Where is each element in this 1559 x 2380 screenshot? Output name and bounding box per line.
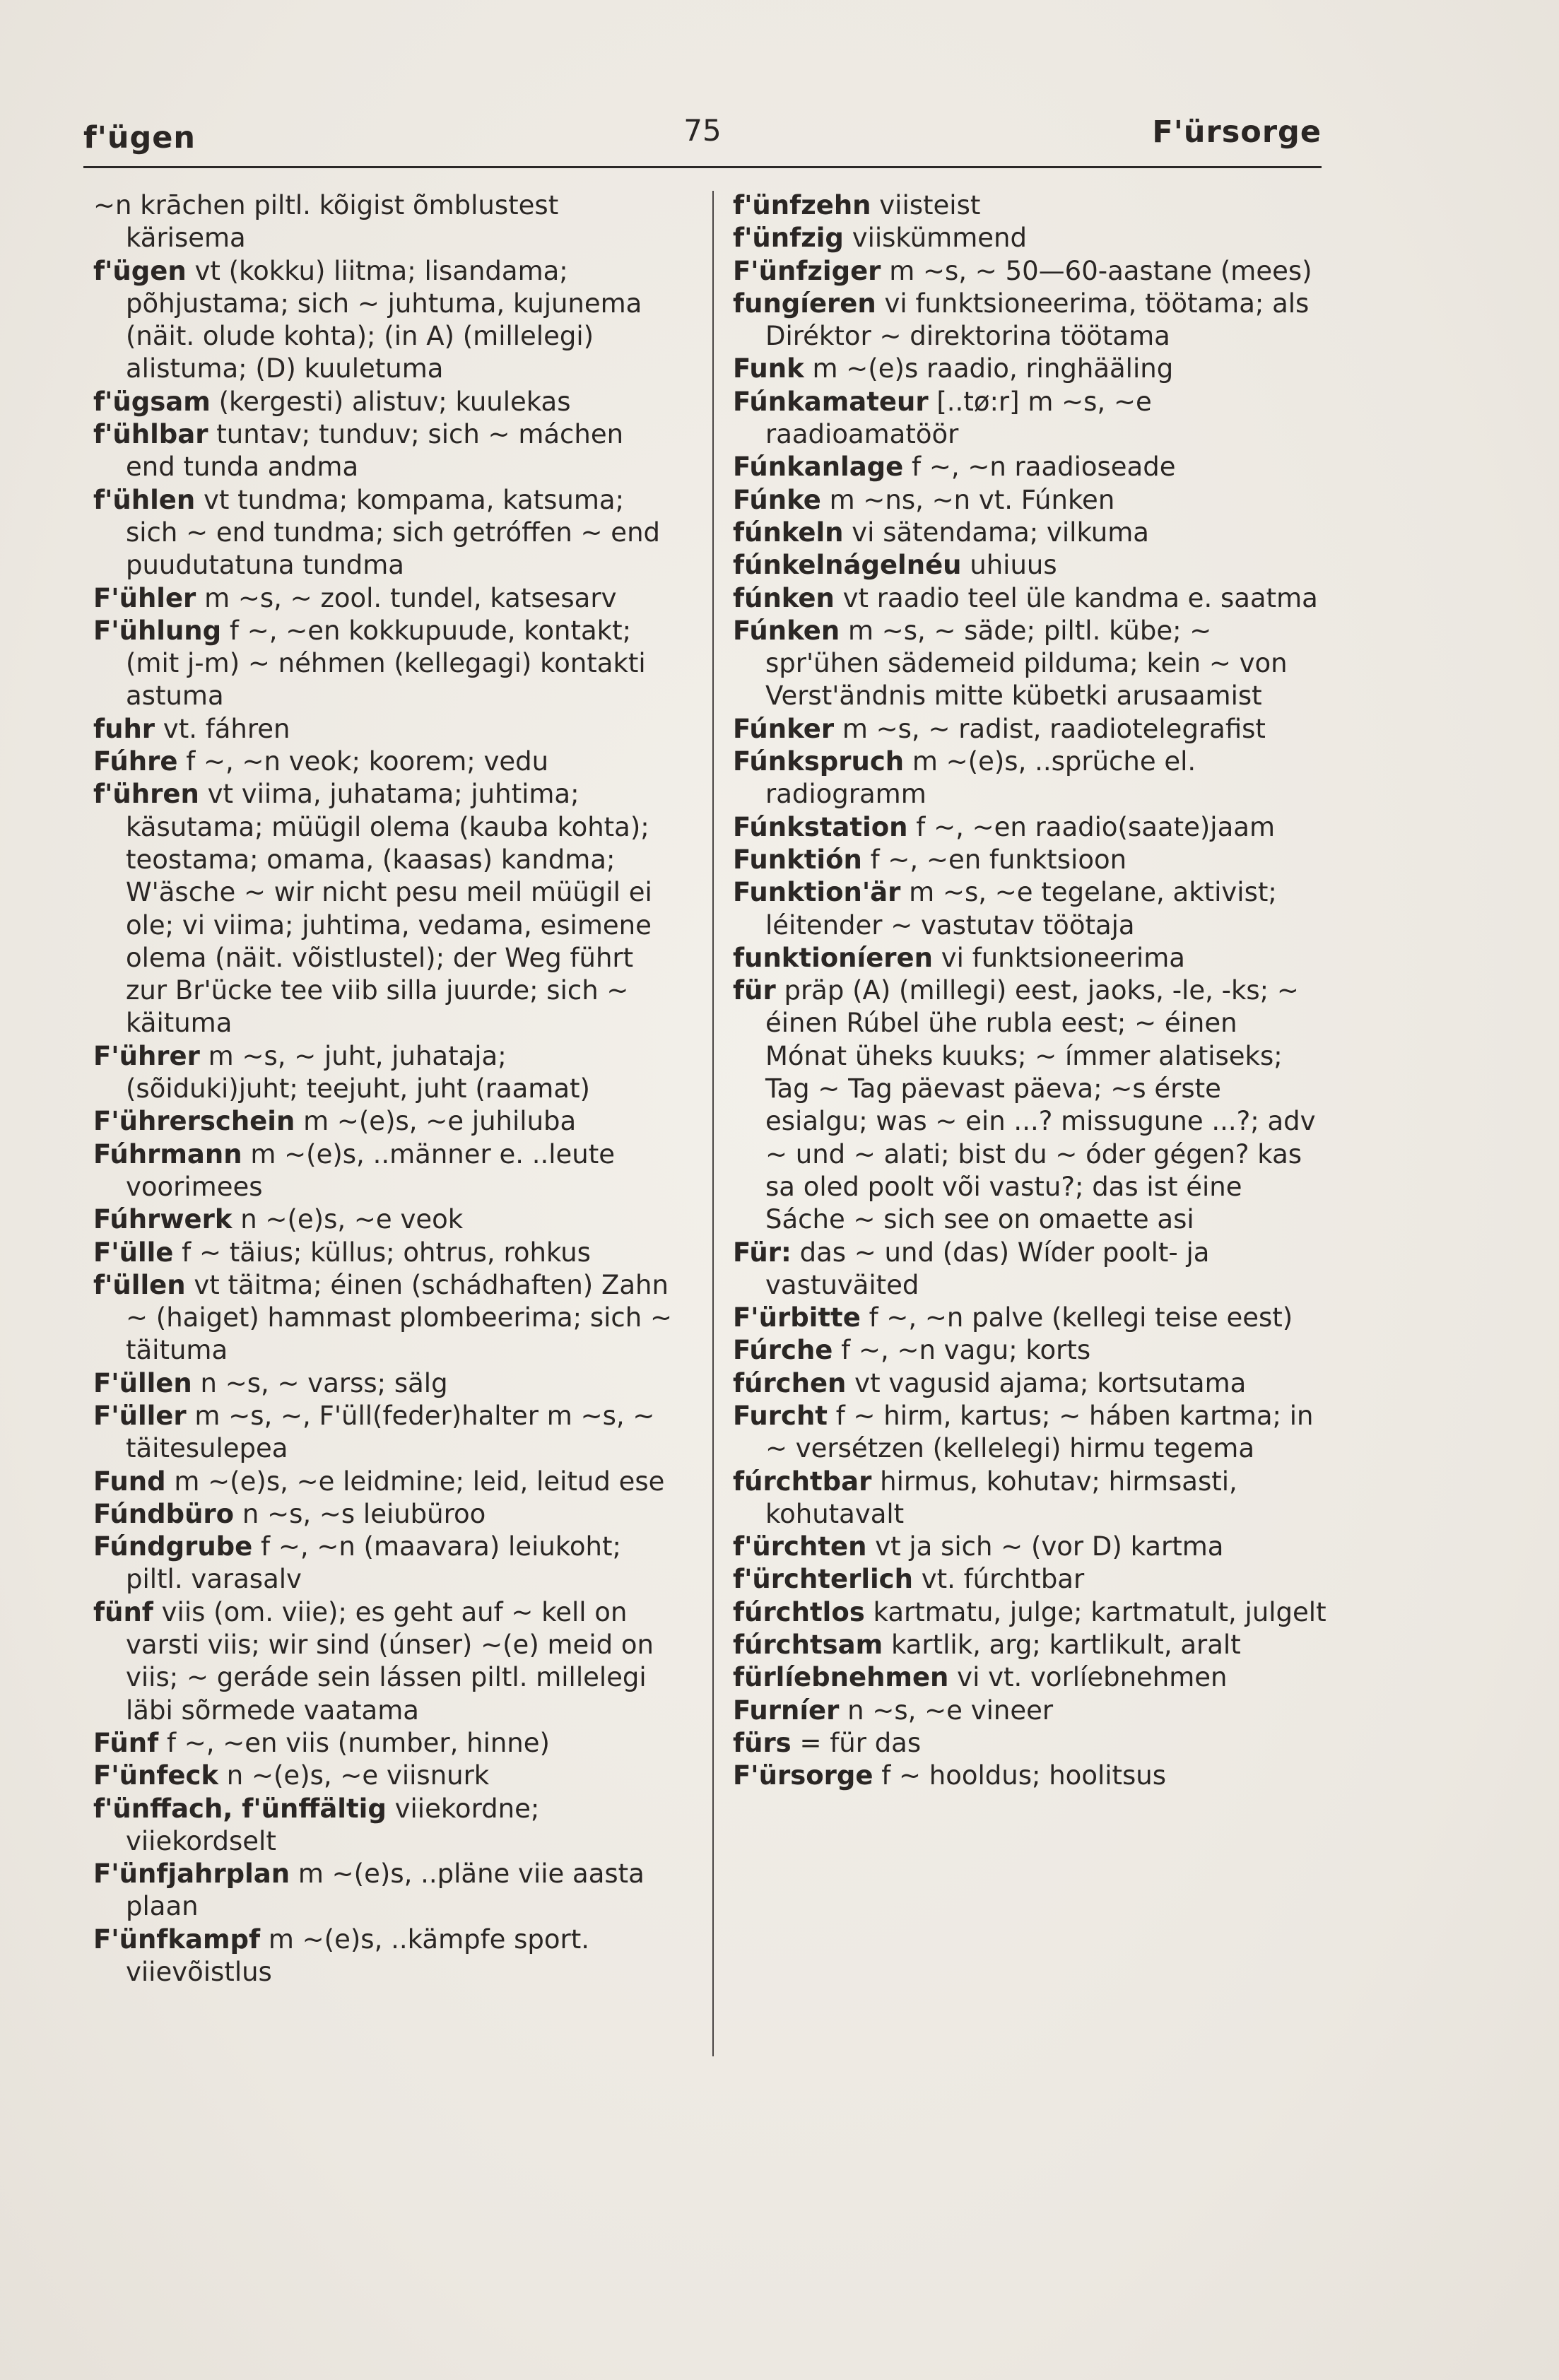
entry-headword: Fúnkamateur (733, 386, 929, 417)
dictionary-entry (93, 746, 680, 778)
entry-headword: f'ünffach, f'ünffältig (93, 1793, 387, 1824)
entry-headword: Funktión (733, 844, 862, 875)
entry-definition: vi funktsioneerima, töötama; als Diréktor ~ direktorina töötama (765, 288, 1310, 352)
entry-definition: n ~s, ~s leiubüroo (242, 1498, 486, 1529)
entry-headword: F'ürsorge (733, 1760, 873, 1791)
dictionary-entry (93, 1400, 680, 1466)
dictionary-entry (733, 811, 1326, 844)
entry-headword: fürlíebnehmen (733, 1662, 949, 1693)
dictionary-entry (733, 353, 1326, 385)
entry-definition: präp (A) (millegi) eest, jaoks, -le, -ks; ~ éinen Rúbel ühe rubla eest; ~ éinen Mónat üheks kuuks; ~ ímmer alatiseks; Tag ~ Tag päevast päeva; ~s érste esialgu; was ~ ein ...? missugune ...?; adv ~ und ~ alati; bist du ~ óder gégen? kas sa oled poolt või vastu?; das ist éine Sáche ~ sich see on omaette asi (765, 975, 1316, 1235)
entry-definition: vt raadio teel üle kandma e. saatma (842, 582, 1318, 613)
entry-headword: F'ülle (93, 1237, 174, 1268)
entry-definition: m ~s, ~ radist, raadiotelegrafist (842, 713, 1266, 744)
dictionary-entry (93, 778, 680, 1039)
entry-headword: Fúndbüro (93, 1498, 235, 1529)
entry-headword: f'ühlen (93, 484, 196, 515)
entry-definition: vt ja sich ~ (vor D) kartma (875, 1531, 1224, 1562)
dictionary-entry (93, 255, 680, 386)
entry-headword: Fund (93, 1466, 166, 1497)
entry-headword: Fúnkspruch (733, 746, 905, 777)
dictionary-entry (733, 1531, 1326, 1563)
entry-definition: vi funktsioneerima (941, 942, 1185, 973)
entry-definition: f ~, ~en funktsioon (870, 844, 1127, 875)
dictionary-entry (733, 1760, 1326, 1792)
entry-definition: vt. fáhren (163, 713, 290, 744)
entry-definition: f ~, ~n (maavara) leiukoht; piltl. varasalv (126, 1531, 621, 1595)
dictionary-entry (93, 1498, 680, 1531)
header-last-word: F'ürsorge (1152, 114, 1322, 150)
dictionary-entry (93, 1138, 680, 1204)
entry-definition: m ~s, ~e tegelane, aktivist; léitender ~ vastutav töötaja (765, 877, 1277, 941)
dictionary-entry (733, 1661, 1326, 1694)
dictionary-entry (733, 386, 1326, 452)
entry-definition: m ~s, ~, F'üll(feder)halter m ~s, ~ täitesulepea (126, 1400, 655, 1464)
dictionary-entry (93, 189, 680, 255)
entry-headword: Fúnken (733, 615, 840, 646)
entry-headword: f'ühren (93, 779, 199, 810)
dictionary-entry (93, 1924, 680, 1989)
entry-definition: n ~s, ~e vineer (847, 1695, 1054, 1726)
entry-definition: f ~, ~n veok; koorem; vedu (186, 746, 549, 777)
entry-headword: fúrchtlos (733, 1596, 865, 1627)
entry-headword: fúnken (733, 582, 835, 613)
dictionary-entry (93, 1531, 680, 1596)
entry-headword: F'ührerschein (93, 1106, 295, 1137)
entry-headword: fúrchtsam (733, 1630, 883, 1661)
entry-headword: F'üllen (93, 1367, 192, 1398)
dictionary-entry (733, 549, 1326, 582)
entry-headword: fürs (733, 1727, 792, 1758)
entry-headword: F'ünfkampf (93, 1924, 261, 1955)
dictionary-entry (733, 615, 1326, 713)
entry-headword: Fúnke (733, 484, 821, 515)
dictionary-entry (733, 974, 1326, 1236)
dictionary-entry (733, 876, 1326, 942)
entry-definition: uhiuus (970, 550, 1057, 581)
entry-headword: Für: (733, 1237, 792, 1268)
entry-definition: vt täitma; éinen (schádhaften) Zahn ~ (haiget) hammast plombeerima; sich ~ täituma (126, 1269, 672, 1366)
entry-headword: für (733, 975, 776, 1006)
entry-definition: (kergesti) alistuv; kuulekas (218, 386, 571, 417)
entry-definition: vi sätendama; vilkuma (852, 517, 1149, 548)
left-column (93, 189, 680, 1989)
entry-definition: m ~(e)s, ..pläne viie aasta plaan (126, 1858, 645, 1922)
dictionary-entry (733, 1466, 1326, 1531)
entry-definition: f ~ täius; küllus; ohtrus, rohkus (182, 1237, 591, 1268)
entry-definition: m ~s, ~ zool. tundel, katsesarv (204, 582, 617, 613)
dictionary-entry (733, 1302, 1326, 1334)
page-header (83, 113, 1322, 163)
dictionary-entry (733, 1237, 1326, 1302)
dictionary-entry (733, 844, 1326, 876)
entry-definition: viis (om. viie); es geht auf ~ kell on varsti viis; wir sind (únser) ~(e) meid on viis; ~ geráde sein lássen piltl. millelegi läbi sõrmede vaatama (126, 1596, 654, 1726)
entry-definition: f ~ hooldus; hoolitsus (881, 1760, 1167, 1791)
entry-definition: vt (kokku) liitma; lisandama; põhjustama; sich ~ juhtuma, kujunema (näit. olude kohta); (in A) (millelegi) alistuma; (D) kuuletuma (126, 255, 642, 384)
entry-definition: vt viima, juhatama; juhtima; käsutama; müügil olema (kauba kohta); teostama; omama, (kaasas) kandma; W'äsche ~ wir nicht pesu meil müügil ei ole; vi viima; juhtima, vedama, esimene olema (näit. võistlustel); der Weg führt zur Br'ücke tee viib silla juurde; sich ~ käituma (126, 779, 652, 1039)
entry-definition: f ~, ~n vagu; korts (841, 1335, 1091, 1366)
entry-headword: Furníer (733, 1695, 840, 1726)
dictionary-entry (93, 1105, 680, 1138)
dictionary-entry (93, 1793, 680, 1858)
entry-headword: fuhr (93, 713, 155, 744)
dictionary-entry (733, 713, 1326, 746)
dictionary-entry (93, 1040, 680, 1106)
entry-definition: f ~, ~en viis (number, hinne) (166, 1727, 550, 1758)
dictionary-entry (733, 1400, 1326, 1466)
column-divider (712, 191, 714, 2056)
entry-definition: kartmatu, julge; kartmatult, julgelt (873, 1596, 1326, 1627)
entry-headword: fúrchtbar (733, 1466, 872, 1497)
entry-headword: F'ühlung (93, 615, 222, 646)
right-column (733, 189, 1326, 1793)
page-number: 75 (683, 113, 722, 148)
dictionary-entry (93, 386, 680, 418)
dictionary-entry (733, 451, 1326, 483)
dictionary-entry (93, 582, 680, 615)
dictionary-entry (733, 288, 1326, 353)
dictionary-entry (93, 1367, 680, 1400)
dictionary-entry (93, 1466, 680, 1498)
dictionary-entry (733, 484, 1326, 517)
entry-definition: vt vagusid ajama; kortsutama (854, 1367, 1247, 1398)
entry-definition: vt tundma; kompama, katsuma; sich ~ end tundma; sich getróffen ~ end puudutatuna tundma (126, 484, 661, 581)
entry-headword: F'ühler (93, 582, 196, 613)
entry-headword: f'ühlbar (93, 419, 208, 450)
entry-definition: f ~, ~n palve (kellegi teise eest) (869, 1302, 1293, 1333)
dictionary-entry (733, 746, 1326, 811)
entry-headword: Fúnkstation (733, 811, 908, 842)
dictionary-entry (93, 1237, 680, 1269)
dictionary-entry (93, 484, 680, 582)
entry-definition: m ~s, ~ säde; piltl. kübe; ~ spr'ühen sädemeid pilduma; kein ~ von Verst'ändnis mitte kübetki arusaamist (765, 615, 1288, 712)
entry-definition: [..tø:r] m ~s, ~e raadioamatöör (765, 386, 1152, 450)
dictionary-entry (93, 1727, 680, 1760)
dictionary-entry (733, 517, 1326, 549)
entry-definition: f ~, ~en kokkupuude, kontakt; (mit j-m) ~ néhmen (kellegagi) kontakti astuma (126, 615, 646, 712)
entry-headword: funktioníeren (733, 942, 933, 973)
entry-headword: f'ürchterlich (733, 1564, 913, 1595)
entry-headword: Funktion'är (733, 877, 901, 908)
dictionary-entry (733, 582, 1326, 615)
entry-definition: viiekordne; viiekordselt (126, 1793, 540, 1856)
dictionary-entry (733, 1695, 1326, 1727)
entry-definition: n ~(e)s, ~e veok (240, 1204, 464, 1235)
entry-definition: m ~(e)s, ..kämpfe sport. viievõistlus (126, 1924, 590, 1988)
dictionary-entry (93, 615, 680, 713)
entry-headword: F'ünfziger (733, 255, 881, 286)
entry-headword: F'ünfjahrplan (93, 1858, 290, 1890)
entry-definition: = für das (799, 1727, 922, 1758)
dictionary-entry (93, 1858, 680, 1924)
entry-headword: F'üller (93, 1400, 187, 1431)
dictionary-entry (93, 713, 680, 746)
entry-definition: m ~(e)s, ..männer e. ..leute voorimees (126, 1138, 616, 1202)
entry-definition: viisteist (879, 190, 981, 220)
entry-definition: m ~ns, ~n vt. Fúnken (829, 484, 1115, 515)
entry-headword: Fúnkanlage (733, 452, 904, 483)
entry-definition: viiskümmend (852, 223, 1027, 254)
entry-headword: Fúndgrube (93, 1531, 253, 1562)
dictionary-entry (733, 1563, 1326, 1596)
entry-headword: Fúhre (93, 746, 178, 777)
entry-definition: m ~(e)s raadio, ringhääling (812, 353, 1174, 384)
dictionary-entry (733, 1334, 1326, 1367)
entry-definition: n ~(e)s, ~e viisnurk (226, 1760, 490, 1791)
entry-headword: fúnkeln (733, 517, 844, 548)
entry-definition: ~n krāchen piltl. kõigist õmblustest kärisema (93, 190, 559, 254)
entry-headword: Fúhrwerk (93, 1204, 233, 1235)
entry-definition: m ~(e)s, ~e leidmine; leid, leitud ese (174, 1466, 665, 1497)
entry-headword: F'ünfeck (93, 1760, 219, 1791)
entry-headword: Funk (733, 353, 804, 384)
entry-definition: hirmus, kohutav; hirmsasti, kohutavalt (765, 1466, 1237, 1529)
entry-definition: f ~ hirm, kartus; ~ háben kartma; in ~ versétzen (kellelegi) hirmu tegema (765, 1400, 1314, 1464)
entry-headword: Furcht (733, 1400, 828, 1431)
entry-headword: f'ügsam (93, 386, 211, 417)
header-first-word: f'ügen (83, 120, 196, 155)
entry-definition: tuntav; tunduv; sich ~ máchen end tunda andma (126, 419, 624, 483)
header-rule (83, 166, 1322, 168)
dictionary-entry (733, 1596, 1326, 1629)
dictionary-entry (733, 255, 1326, 288)
entry-headword: f'ünfzehn (733, 190, 871, 220)
entry-headword: fungíeren (733, 288, 876, 319)
entry-definition: kartlik, arg; kartlikult, aralt (890, 1630, 1241, 1661)
dictionary-entry (93, 1269, 680, 1367)
dictionary-entry (93, 418, 680, 484)
entry-definition: m ~s, ~ juht, juhataja; (sõiduki)juht; teejuht, juht (raamat) (126, 1040, 590, 1104)
dictionary-entry (733, 1629, 1326, 1661)
entry-definition: vt. fúrchtbar (921, 1564, 1085, 1595)
dictionary-entry (733, 942, 1326, 974)
entry-definition: vi vt. vorlíebnehmen (957, 1662, 1228, 1693)
entry-headword: f'ügen (93, 255, 187, 286)
dictionary-entry (93, 1596, 680, 1727)
entry-headword: Fúrche (733, 1335, 833, 1366)
entry-headword: Fúhrmann (93, 1138, 242, 1170)
entry-headword: fúnkelnágelnéu (733, 550, 962, 581)
dictionary-entry (733, 1727, 1326, 1760)
dictionary-entry (733, 1367, 1326, 1400)
entry-headword: f'ürchten (733, 1531, 867, 1562)
entry-definition: m ~(e)s, ~e juhiluba (303, 1106, 577, 1137)
entry-definition: m ~(e)s, ..sprüche el. radiogramm (765, 746, 1196, 810)
entry-definition: f ~, ~en raadio(saate)jaam (916, 811, 1275, 842)
entry-definition: f ~, ~n raadioseade (912, 452, 1176, 483)
entry-definition: m ~s, ~ 50—60-aastane (mees) (889, 255, 1312, 286)
entry-headword: F'ührer (93, 1040, 200, 1071)
dictionary-entry (733, 189, 1326, 222)
entry-headword: fúrchen (733, 1367, 847, 1398)
entry-headword: f'ünfzig (733, 223, 844, 254)
dictionary-entry (733, 222, 1326, 254)
dictionary-entry (93, 1203, 680, 1236)
entry-headword: F'ürbitte (733, 1302, 861, 1333)
entry-definition: n ~s, ~ varss; sälg (200, 1367, 448, 1398)
entry-headword: Fúnker (733, 713, 835, 744)
dictionary-entry (93, 1760, 680, 1792)
entry-headword: fünf (93, 1596, 153, 1627)
entry-headword: Fünf (93, 1727, 159, 1758)
entry-headword: f'üllen (93, 1269, 186, 1300)
entry-definition: das ~ und (das) Wíder poolt- ja vastuväited (765, 1237, 1210, 1300)
